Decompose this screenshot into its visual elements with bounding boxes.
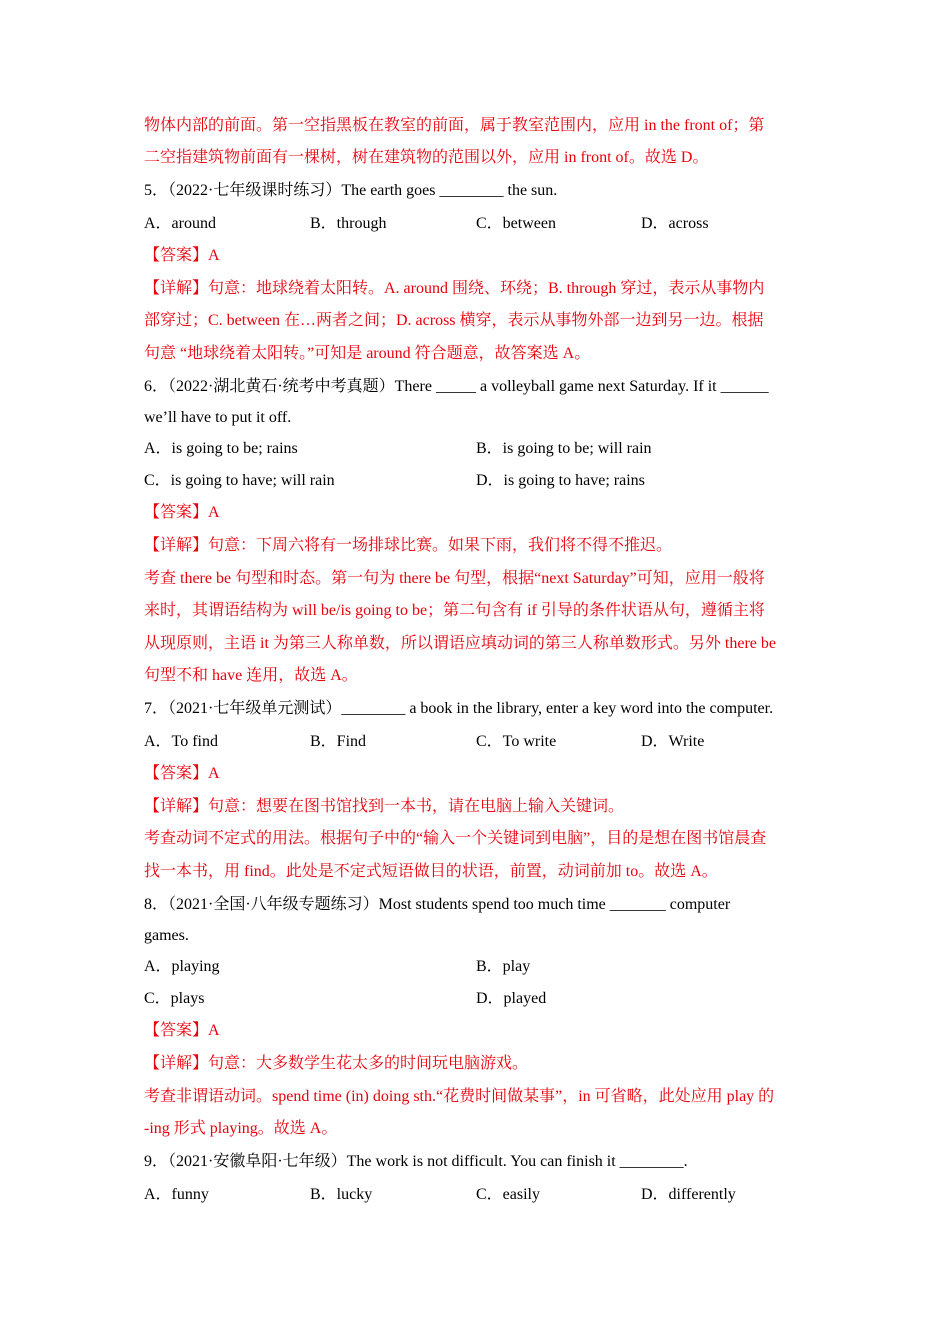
q5-answer: 【答案】A — [144, 247, 220, 264]
q6-stem-1: 6．（2022·湖北黄石·统考中考真题）There _____ a volleyball game next Saturday. If it ______ — [144, 378, 769, 395]
q8-answer: 【答案】A — [144, 1022, 220, 1039]
q7-answer: 【答案】A — [144, 765, 220, 782]
q5-detail-3: 句意 “地球绕着太阳转。”可知是 around 符合题意，故答案选 A。 — [144, 345, 591, 362]
q7-option-b: B．Find — [310, 733, 367, 750]
q6-detail-2: 考查 there be 句型和时态。第一句为 there be 句型，根据“next Saturday”可知，应用一般将 — [144, 570, 765, 587]
intro-line-2: 二空指建筑物前面有一棵树，树在建筑物的范围以外，应用 in front of。故选 D。 — [144, 149, 709, 166]
q9-stem: 9．（2021·安徽阜阳·七年级）The work is not difficult. You can finish it ________. — [144, 1153, 688, 1170]
q6-detail-4: 从现原则，主语 it 为第三人称单数，所以谓语应填动词的第三人称单数形式。另外 there be — [144, 635, 776, 652]
q5-option-b: B．through — [310, 215, 387, 232]
q6-answer: 【答案】A — [144, 504, 220, 521]
q7-option-a: A．To find — [144, 733, 218, 750]
q8-detail-1: 【详解】句意：大多数学生花太多的时间玩电脑游戏。 — [144, 1055, 529, 1072]
q6-detail-3: 来时，其谓语结构为 will be/is going to be；第二句含有 if 引导的条件状语从句，遵循主将 — [144, 602, 765, 619]
q6-option-a: A．is going to be; rains — [144, 440, 298, 457]
q8-option-b: B．play — [476, 958, 531, 975]
q7-detail-3: 找一本书，用 find。此处是不定式短语做目的状语，前置，动词前加 to。故选 A。 — [144, 863, 718, 880]
q5-option-a: A．around — [144, 215, 216, 232]
q5-detail-2: 部穿过；C. between 在…两者之间；D. across 横穿，表示从事物外部一边到另一边。根据 — [144, 312, 764, 329]
q8-stem-1: 8．（2021·全国·八年级专题练习）Most students spend too much time _______ computer — [144, 896, 731, 913]
q6-option-c: C．is going to have; will rain — [144, 472, 335, 489]
q8-option-a: A．playing — [144, 958, 220, 975]
q7-option-d: D．Write — [641, 733, 705, 750]
q6-detail-5: 句型不和 have 连用，故选 A。 — [144, 667, 358, 684]
q9-option-c: C．easily — [476, 1186, 540, 1203]
q6-option-b: B．is going to be; will rain — [476, 440, 652, 457]
q5-option-d: D．across — [641, 215, 709, 232]
q8-detail-2: 考查非谓语动词。spend time (in) doing sth.“花费时间做某事”，in 可省略，此处应用 play 的 — [144, 1088, 775, 1105]
intro-line-1: 物体内部的前面。第一空指黑板在教室的前面，属于教室范围内，应用 in the front of；第 — [144, 117, 765, 134]
q6-stem-2: we’ll have to put it off. — [144, 409, 292, 426]
q6-option-d: D．is going to have; rains — [476, 472, 645, 489]
q7-stem: 7．（2021·七年级单元测试）________ a book in the library, enter a key word into the computer. — [144, 700, 774, 717]
q9-option-d: D．differently — [641, 1186, 736, 1203]
q8-detail-3: -ing 形式 playing。故选 A。 — [144, 1120, 338, 1137]
q5-detail-1: 【详解】句意：地球绕着太阳转。A. around 围绕、环绕；B. through 穿过，表示从事物内 — [144, 280, 765, 297]
q8-option-d: D．played — [476, 990, 547, 1007]
q7-detail-1: 【详解】句意：想要在图书馆找到一本书，请在电脑上输入关键词。 — [144, 798, 625, 815]
q7-option-c: C．To write — [476, 733, 557, 750]
q8-stem-2: games. — [144, 927, 189, 944]
q5-stem: 5．（2022·七年级课时练习）The earth goes ________ the sun. — [144, 182, 558, 199]
q5-option-c: C．between — [476, 215, 556, 232]
q8-option-c: C．plays — [144, 990, 205, 1007]
q7-detail-2: 考查动词不定式的用法。根据句子中的“输入一个关键词到电脑”，目的是想在图书馆晨查 — [144, 830, 767, 847]
q9-option-b: B．lucky — [310, 1186, 373, 1203]
q9-option-a: A．funny — [144, 1186, 209, 1203]
q6-detail-1: 【详解】句意：下周六将有一场排球比赛。如果下雨，我们将不得不推迟。 — [144, 537, 673, 554]
